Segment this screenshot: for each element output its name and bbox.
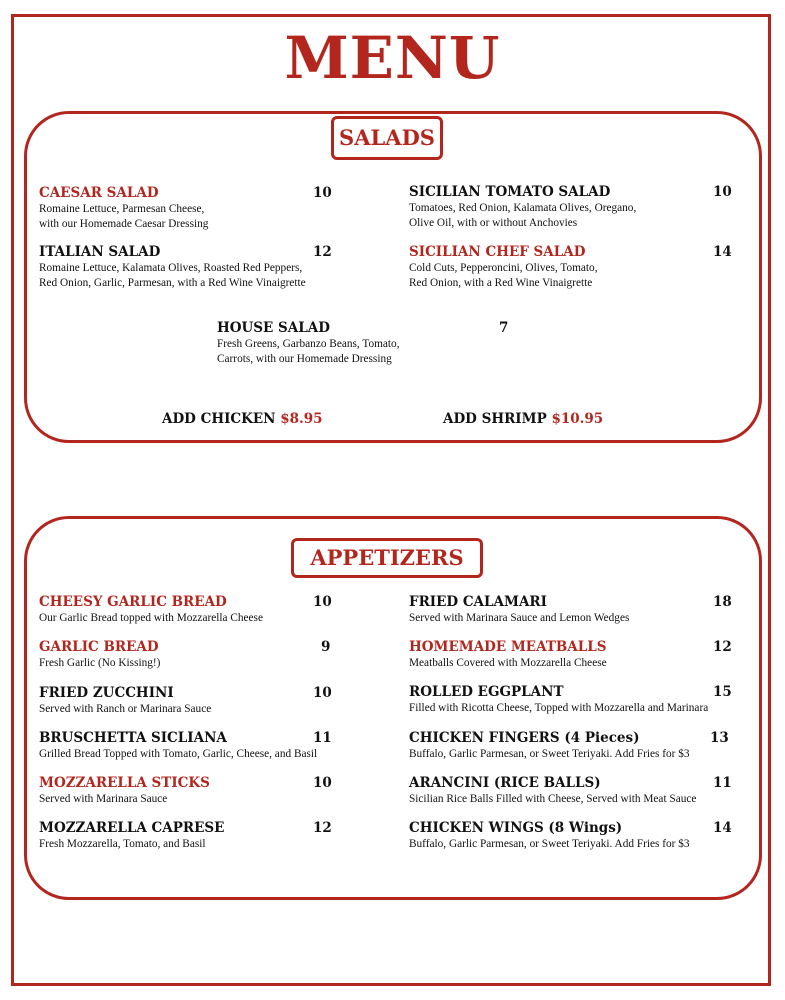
item-name: CHICKEN FINGERS (4 Pieces) bbox=[409, 730, 640, 746]
item-name: CHEESY GARLIC BREAD bbox=[39, 594, 227, 610]
item-name: CHICKEN WINGS (8 Wings) bbox=[409, 820, 623, 836]
add-chicken bbox=[162, 411, 323, 427]
item-description: Buffalo, Garlic Parmesan, or Sweet Teriyaki. Add Fries for $3 bbox=[409, 748, 690, 760]
item-price: 11 bbox=[313, 730, 332, 746]
add-shrimp-label: ADD SHRIMP bbox=[443, 411, 547, 427]
item-description: Carrots, with our Homemade Dressing bbox=[217, 353, 392, 365]
add-chicken-label: ADD CHICKEN bbox=[162, 411, 276, 427]
item-price: 12 bbox=[313, 244, 332, 260]
item-description: Cold Cuts, Pepperoncini, Olives, Tomato, bbox=[409, 262, 598, 274]
menu-item-chicken-wings bbox=[409, 820, 731, 852]
item-description: Red Onion, with a Red Wine Vinaigrette bbox=[409, 277, 593, 289]
item-price: 15 bbox=[713, 684, 732, 700]
item-name: HOUSE SALAD bbox=[217, 320, 330, 336]
item-description: Romaine Lettuce, Kalamata Olives, Roasted Red Peppers, bbox=[39, 262, 303, 274]
item-name: SICILIAN CHEF SALAD bbox=[409, 244, 586, 260]
appetizers-heading: APPETIZERS bbox=[291, 538, 483, 578]
item-description: Our Garlic Bread topped with Mozzarella Cheese bbox=[39, 612, 263, 624]
add-chicken-price: $8.95 bbox=[280, 411, 323, 427]
item-description: Grilled Bread Topped with Tomato, Garlic, Cheese, and Basil bbox=[39, 748, 318, 760]
menu-item-sicilian-chef-salad bbox=[409, 244, 731, 291]
item-price: 9 bbox=[321, 639, 331, 655]
item-description: Meatballs Covered with Mozzarella Cheese bbox=[409, 657, 607, 669]
item-name: ARANCINI (RICE BALLS) bbox=[409, 775, 601, 791]
item-description: Served with Marinara Sauce and Lemon Wedges bbox=[409, 612, 630, 624]
item-name: FRIED ZUCCHINI bbox=[39, 685, 174, 701]
item-name: CAESAR SALAD bbox=[39, 185, 159, 201]
menu-item-sicilian-tomato-salad bbox=[409, 184, 731, 231]
menu-item-fried-zucchini bbox=[39, 685, 331, 717]
item-description: Tomatoes, Red Onion, Kalamata Olives, Oregano, bbox=[409, 202, 637, 214]
item-price: 11 bbox=[713, 775, 732, 791]
item-description: Served with Marinara Sauce bbox=[39, 793, 168, 805]
item-price: 14 bbox=[713, 820, 732, 836]
menu-item-garlic-bread bbox=[39, 639, 331, 671]
menu-item-rolled-eggplant bbox=[409, 684, 739, 716]
menu-item-mozzarella-caprese bbox=[39, 820, 331, 852]
item-description: Sicilian Rice Balls Filled with Cheese, Served with Meat Sauce bbox=[409, 793, 697, 805]
item-price: 10 bbox=[713, 184, 732, 200]
menu-item-caesar-salad bbox=[39, 185, 331, 232]
menu-item-fried-calamari bbox=[409, 594, 731, 626]
item-price: 10 bbox=[313, 685, 332, 701]
salads-heading: SALADS bbox=[331, 116, 443, 160]
menu-item-arancini bbox=[409, 775, 731, 807]
item-description: Fresh Mozzarella, Tomato, and Basil bbox=[39, 838, 206, 850]
item-name: ROLLED EGGPLANT bbox=[409, 684, 564, 700]
item-description: Buffalo, Garlic Parmesan, or Sweet Teriyaki. Add Fries for $3 bbox=[409, 838, 690, 850]
menu-item-house-salad bbox=[217, 320, 517, 367]
item-name: MOZZARELLA CAPRESE bbox=[39, 820, 225, 836]
item-price: 12 bbox=[713, 639, 732, 655]
item-name: BRUSCHETTA SICLIANA bbox=[39, 730, 227, 746]
item-name: GARLIC BREAD bbox=[39, 639, 159, 655]
add-shrimp bbox=[443, 411, 603, 427]
item-name: HOMEMADE MEATBALLS bbox=[409, 639, 607, 655]
item-description: Served with Ranch or Marinara Sauce bbox=[39, 703, 212, 715]
item-description: Fresh Garlic (No Kissing!) bbox=[39, 657, 161, 669]
item-description: Red Onion, Garlic, Parmesan, with a Red Wine Vinaigrette bbox=[39, 277, 306, 289]
item-name: FRIED CALAMARI bbox=[409, 594, 547, 610]
item-description: Olive Oil, with or without Anchovies bbox=[409, 217, 578, 229]
item-name: MOZZARELLA STICKS bbox=[39, 775, 210, 791]
item-price: 10 bbox=[313, 594, 332, 610]
item-name: SICILIAN TOMATO SALAD bbox=[409, 184, 611, 200]
menu-item-italian-salad bbox=[39, 244, 331, 291]
menu-title: MENU bbox=[284, 24, 501, 92]
item-description: with our Homemade Caesar Dressing bbox=[39, 218, 209, 230]
menu-item-mozzarella-sticks bbox=[39, 775, 331, 807]
item-description: Fresh Greens, Garbanzo Beans, Tomato, bbox=[217, 338, 400, 350]
menu-item-bruschetta-sicliana bbox=[39, 730, 331, 762]
item-price: 7 bbox=[499, 320, 509, 336]
menu-item-cheesy-garlic-bread bbox=[39, 594, 331, 626]
menu-item-chicken-fingers bbox=[409, 730, 731, 762]
item-price: 10 bbox=[313, 775, 332, 791]
item-description: Romaine Lettuce, Parmesan Cheese, bbox=[39, 203, 205, 215]
item-price: 12 bbox=[313, 820, 332, 836]
add-shrimp-price: $10.95 bbox=[551, 411, 604, 427]
item-name: ITALIAN SALAD bbox=[39, 244, 161, 260]
item-price: 14 bbox=[713, 244, 732, 260]
menu-item-homemade-meatballs bbox=[409, 639, 731, 671]
item-price: 18 bbox=[713, 594, 732, 610]
item-price: 10 bbox=[313, 185, 332, 201]
item-price: 13 bbox=[710, 730, 729, 746]
item-description: Filled with Ricotta Cheese, Topped with Mozzarella and Marinara bbox=[409, 702, 709, 714]
